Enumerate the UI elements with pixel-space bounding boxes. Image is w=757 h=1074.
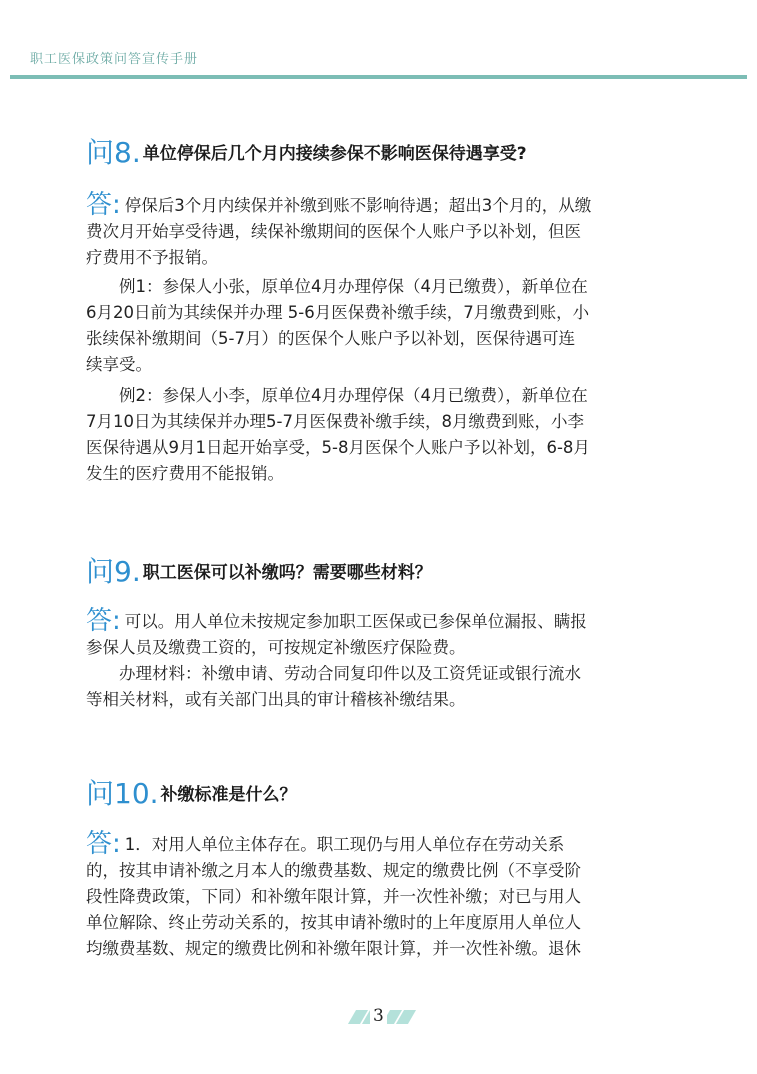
answer-9-label: 答:: [86, 606, 121, 636]
answer-9: [86, 608, 676, 713]
question-9: [86, 550, 432, 588]
question-8-text: 单位停保后几个月内接续参保不影响医保待遇享受?: [142, 143, 527, 164]
answer-10-line-4: 单位解除、终止劳动关系的，按其申请补缴时的上年度原用人单位人: [86, 913, 581, 932]
question-8-number: 问8.: [86, 136, 141, 169]
question-9-text: 职工医保可以补缴吗？需要哪些材料？: [142, 562, 432, 583]
example-1: [86, 274, 676, 378]
answer-10-line-3: 段性降费政策，下同）和补缴年限计算，并一次性补缴；对已与用人: [86, 887, 581, 906]
answer-9-line-1: 可以。用人单位未按规定参加职工医保或已参保单位漏报、瞒报: [124, 612, 587, 631]
answer-8-label: 答:: [86, 190, 121, 220]
page-number: 3: [370, 1006, 387, 1026]
answer-10-line-1: 1．对用人单位主体存在。职工现仍与用人单位存在劳动关系: [124, 835, 565, 854]
example-2-line-4: 发生的医疗费用不能报销。: [86, 464, 284, 483]
question-10: [86, 772, 297, 810]
example-1-line-4: 续享受。: [86, 355, 152, 374]
question-10-text: 补缴标准是什么？: [160, 784, 297, 805]
materials-line-1: 办理材料：补缴申请、劳动合同复印件以及工资凭证或银行流水: [119, 664, 581, 683]
question-9-number: 问9.: [86, 555, 141, 588]
answer-10-line-5: 均缴费基数、规定的缴费比例和补缴年限计算，并一次性补缴。退休: [86, 939, 581, 958]
example-2: [86, 383, 676, 487]
example-1-line-2: 6月20日前为其续保并办理 5-6月医保费补缴手续，7月缴费到账，小: [86, 303, 590, 322]
handbook-title: 职工医保政策问答宣传手册: [30, 52, 199, 67]
question-10-number: 问10.: [86, 777, 159, 810]
answer-10-line-2: 的，按其申请补缴之月本人的缴费基数、规定的缴费比例（不享受阶: [86, 861, 581, 880]
answer-10: [86, 831, 676, 962]
answer-8-line-1: 停保后3个月内续保并补缴到账不影响待遇；超出3个月的，从缴: [124, 196, 592, 215]
example-2-line-1: 例2：参保人小李，原单位4月办理停保（4月已缴费），新单位在: [119, 386, 588, 405]
header-divider: [10, 75, 747, 79]
answer-8-line-3: 疗费用不予报销。: [86, 248, 218, 267]
example-2-line-3: 医保待遇从9月1日起开始享受，5-8月医保个人账户予以补划，6-8月: [86, 438, 590, 457]
answer-8-line-2: 费次月开始享受待遇，续保补缴期间的医保个人账户予以补划，但医: [86, 222, 581, 241]
example-1-line-1: 例1：参保人小张，原单位4月办理停保（4月已缴费），新单位在: [119, 277, 588, 296]
materials-line-2: 等相关材料，或有关部门出具的审计稽核补缴结果。: [86, 690, 466, 709]
answer-10-label: 答:: [86, 829, 121, 859]
example-2-line-2: 7月10日为其续保并办理5-7月医保费补缴手续，8月缴费到账，小李: [86, 412, 584, 431]
answer-8: [86, 192, 676, 271]
answer-9-line-2: 参保人员及缴费工资的，可按规定补缴医疗保险费。: [86, 638, 466, 657]
example-1-line-3: 张续保补缴期间（5-7月）的医保个人账户予以补划，医保待遇可连: [86, 329, 575, 348]
question-8: [86, 131, 527, 169]
page-footer: [0, 1002, 757, 1032]
